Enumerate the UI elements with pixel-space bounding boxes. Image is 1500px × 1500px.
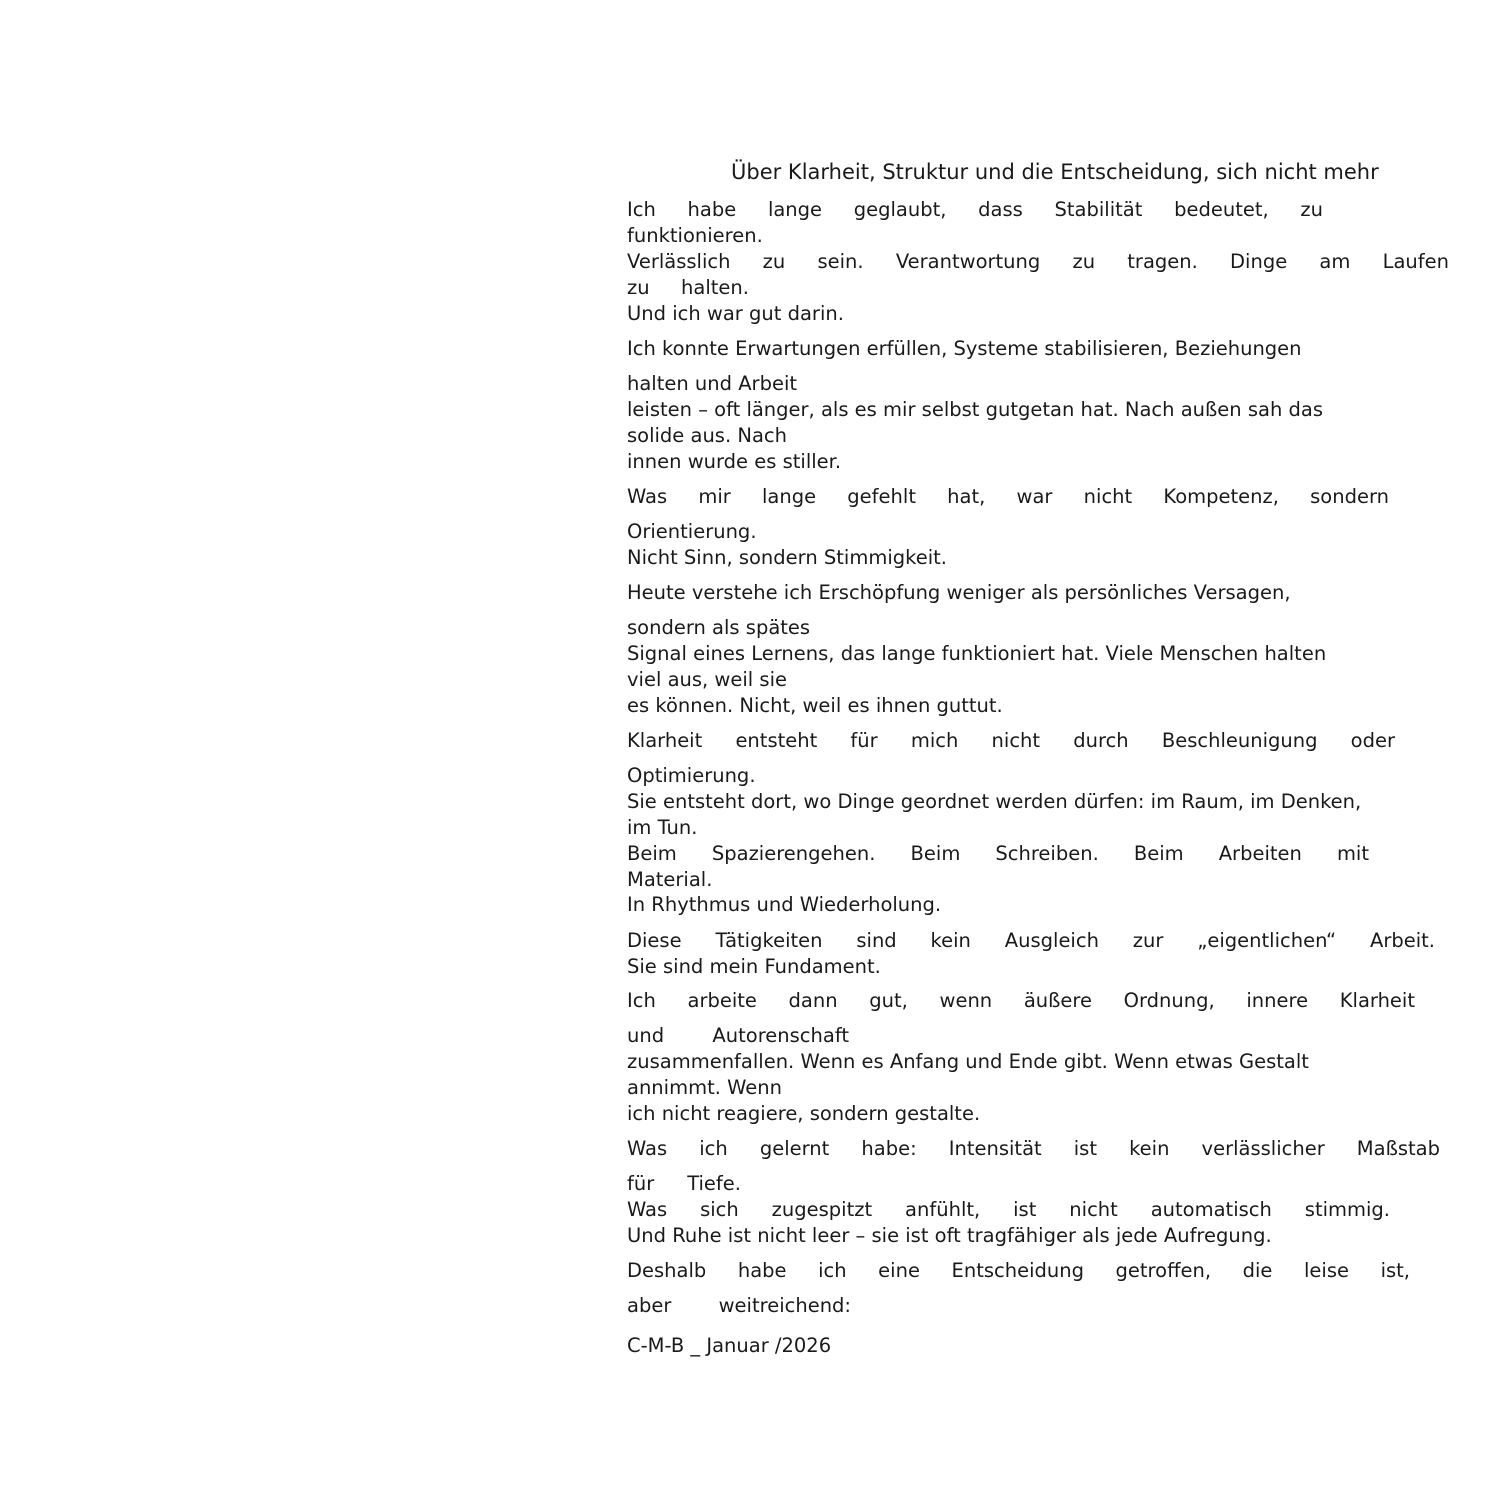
text-line: ich nicht reagiere, sondern gestalte. [627,1102,981,1125]
text-line: Und ich war gut darin. [627,302,844,325]
text-line: sondern als spätes [627,616,811,639]
text-line: leisten – oft länger, als es mir selbst gutgetan hat. Nach außen sah das [627,398,1323,421]
text-line: Was mir lange gefehlt hat, war nicht Kompetenz, sondern [627,485,1389,508]
text-line: und Autorenschaft [627,1024,849,1047]
text-line: viel aus, weil sie [627,668,787,691]
text-line: Optimierung. [627,764,756,787]
text-line: Was ich gelernt habe: Intensität ist kein verlässlicher Maßstab [627,1137,1440,1160]
text-line: zu halten. [627,276,749,299]
text-line: Deshalb habe ich eine Entscheidung getroffen, die leise ist, [627,1259,1410,1282]
text-line: Verlässlich zu sein. Verantwortung zu tragen. Dinge am Laufen [627,250,1449,273]
text-line: Sie entsteht dort, wo Dinge geordnet werden dürfen: im Raum, im Denken, [627,790,1362,813]
text-line: Heute verstehe ich Erschöpfung weniger als persönliches Versagen, [627,581,1291,604]
text-line: Was sich zugespitzt anfühlt, ist nicht automatisch stimmig. [627,1198,1390,1221]
text-line: Diese Tätigkeiten sind kein Ausgleich zur „eigentlichen“ Arbeit. [627,929,1435,952]
text-line: zusammenfallen. Wenn es Anfang und Ende gibt. Wenn etwas Gestalt [627,1050,1309,1073]
text-line: Ich habe lange geglaubt, dass Stabilität bedeutet, zu [627,198,1323,221]
text-line: funktionieren. [627,224,763,247]
signature: C-M-B _ Januar /2026 [627,1334,832,1357]
text-line: innen wurde es stiller. [627,450,842,473]
document-title: Über Klarheit, Struktur und die Entscheidung, sich nicht mehr [731,160,1379,184]
text-line: für Tiefe. [627,1172,741,1195]
text-line: Und Ruhe ist nicht leer – sie ist oft tragfähiger als jede Aufregung. [627,1224,1272,1247]
text-line: annimmt. Wenn [627,1076,782,1099]
text-line: Signal eines Lernens, das lange funktioniert hat. Viele Menschen halten [627,642,1327,665]
text-line: Ich konnte Erwartungen erfüllen, Systeme stabilisieren, Beziehungen [627,337,1302,360]
text-line: Klarheit entsteht für mich nicht durch Beschleunigung oder [627,729,1395,752]
text-line: halten und Arbeit [627,372,798,395]
text-line: Material. [627,868,713,891]
text-line: aber weitreichend: [627,1294,851,1317]
text-line: im Tun. [627,816,698,839]
text-line: In Rhythmus und Wiederholung. [627,893,942,916]
text-line: Orientierung. [627,520,757,543]
text-line: solide aus. Nach [627,424,787,447]
text-line: Nicht Sinn, sondern Stimmigkeit. [627,546,947,569]
text-line: Ich arbeite dann gut, wenn äußere Ordnung, innere Klarheit [627,989,1415,1012]
text-line: es können. Nicht, weil es ihnen guttut. [627,694,1003,717]
text-line: Beim Spazierengehen. Beim Schreiben. Beim Arbeiten mit [627,842,1369,865]
text-line: Sie sind mein Fundament. [627,955,881,978]
